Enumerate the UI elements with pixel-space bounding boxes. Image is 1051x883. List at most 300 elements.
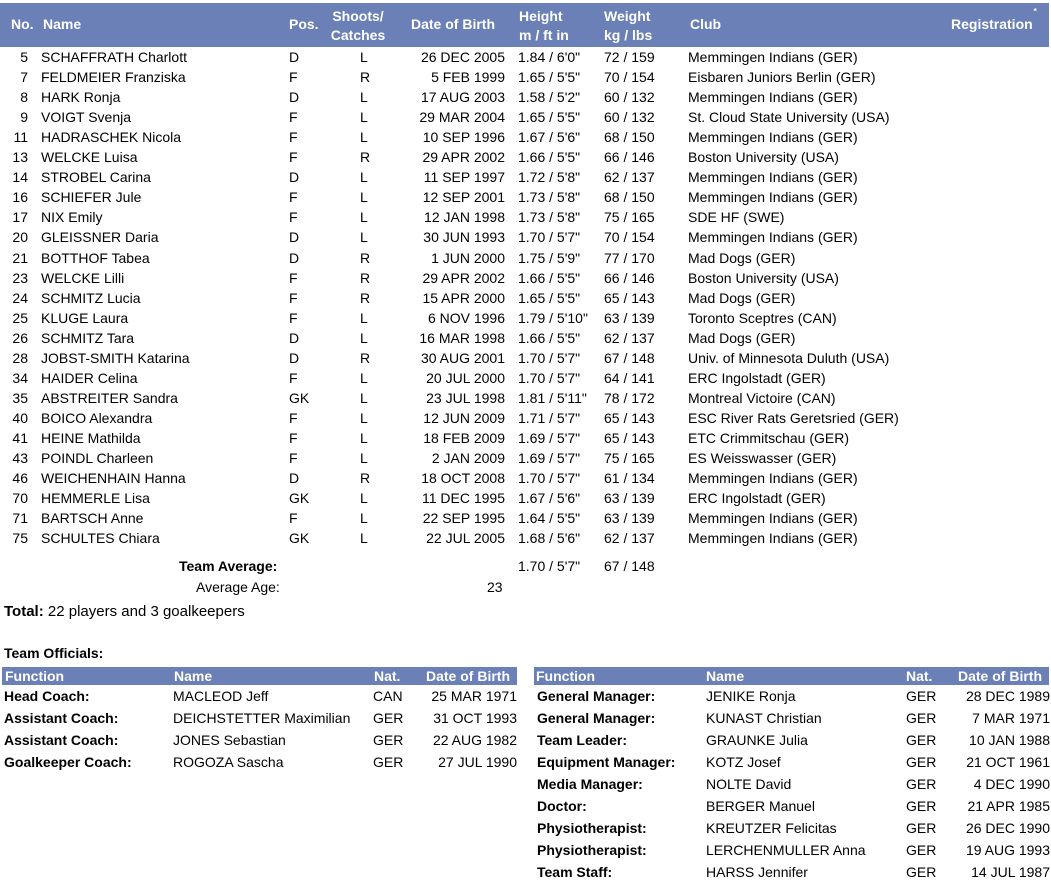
player-dob: 2 JAN 2009 <box>431 450 505 466</box>
player-club: Montreal Victoire (CAN) <box>688 389 836 406</box>
player-height: 1.66 / 5'5" <box>518 269 581 286</box>
official-right-function: Team Leader: <box>537 732 627 748</box>
player-position: D <box>289 169 300 186</box>
official-left-nationality: GER <box>373 732 404 748</box>
col-registration <box>951 7 1037 32</box>
player-shoots: L <box>360 209 368 226</box>
player-row <box>0 468 1051 488</box>
player-dob: 29 APR 2002 <box>422 269 505 286</box>
player-number: 26 <box>12 329 28 346</box>
official-right-nationality: GER <box>906 798 937 814</box>
official-right-name: KOTZ Josef <box>706 754 781 770</box>
player-row <box>0 448 1051 468</box>
player-name: HEINE Mathilda <box>41 429 141 446</box>
official-right-row <box>534 839 1050 861</box>
official-right-nationality: GER <box>906 820 937 836</box>
official-right-name: NOLTE David <box>706 776 792 792</box>
player-height: 1.67 / 5'6" <box>518 129 581 146</box>
player-row <box>0 87 1051 107</box>
col-height-line2: m / ft in <box>519 27 569 43</box>
player-height: 1.65 / 5'5" <box>518 289 581 306</box>
player-number: 28 <box>12 349 28 366</box>
player-weight: 63 / 139 <box>604 309 655 326</box>
player-height: 1.73 / 5'8" <box>518 189 581 206</box>
official-right-function: General Manager: <box>537 688 656 704</box>
total-label: Total: <box>4 603 44 620</box>
player-shoots: R <box>360 249 371 266</box>
officials-left-col-nat: Nat. <box>374 668 401 684</box>
player-number: 20 <box>12 229 28 246</box>
official-right-name: HARSS Jennifer <box>706 864 808 880</box>
team-average-weight: 67 / 148 <box>604 558 655 574</box>
player-height: 1.65 / 5'5" <box>518 109 581 126</box>
player-dob: 23 JUL 1998 <box>426 389 505 406</box>
player-club: Memmingen Indians (GER) <box>688 89 858 106</box>
official-right-dob: 14 JUL 1987 <box>971 864 1050 880</box>
official-right-dob: 7 MAR 1971 <box>972 710 1050 726</box>
col-weight-line1: Weight <box>604 8 651 24</box>
player-number: 75 <box>12 530 28 547</box>
player-height: 1.68 / 5'6" <box>518 530 581 547</box>
player-number: 21 <box>12 249 28 266</box>
player-height: 1.70 / 5'7" <box>518 369 581 386</box>
player-row <box>0 488 1051 508</box>
col-registration-label: Registration <box>951 16 1033 32</box>
player-shoots: L <box>360 490 368 507</box>
player-shoots: R <box>360 269 371 286</box>
player-row <box>0 47 1051 67</box>
official-left-function: Head Coach: <box>4 688 90 704</box>
registration-footnote-mark: * <box>1033 7 1037 16</box>
official-right-nationality: GER <box>906 864 937 880</box>
player-name: FELDMEIER Franziska <box>41 69 186 86</box>
player-name: SCHAFFRATH Charlott <box>41 49 187 65</box>
player-number: 40 <box>12 409 28 426</box>
player-height: 1.81 / 5'11" <box>518 389 587 406</box>
player-position: F <box>289 369 298 386</box>
player-club: ERC Ingolstadt (GER) <box>688 369 826 386</box>
official-right-row <box>534 751 1050 773</box>
player-position: F <box>289 149 298 166</box>
player-height: 1.70 / 5'7" <box>518 229 581 246</box>
player-row <box>0 288 1051 308</box>
player-weight: 68 / 150 <box>604 189 655 206</box>
officials-right-col-function: Function <box>536 668 596 684</box>
player-height: 1.66 / 5'5" <box>518 329 581 346</box>
player-weight: 70 / 154 <box>604 69 655 86</box>
officials-left-col-function: Function <box>5 668 65 684</box>
official-right-name: KREUTZER Felicitas <box>706 820 837 836</box>
official-right-dob: 26 DEC 1990 <box>965 820 1050 836</box>
official-left-dob: 27 JUL 1990 <box>438 754 517 770</box>
player-row <box>0 107 1051 127</box>
player-shoots: L <box>360 109 368 126</box>
player-shoots: L <box>360 89 368 106</box>
player-row <box>0 268 1051 288</box>
player-shoots: L <box>360 409 368 426</box>
player-weight: 62 / 137 <box>604 530 655 547</box>
player-club: Memmingen Indians (GER) <box>688 169 858 186</box>
officials-right-col-dob: Date of Birth <box>958 668 1042 684</box>
officials-right-header <box>534 667 1049 685</box>
player-shoots: R <box>360 349 371 366</box>
player-club: Mad Dogs (GER) <box>688 249 796 266</box>
player-position: GK <box>289 389 310 406</box>
col-weight-line2: kg / lbs <box>604 27 653 43</box>
official-right-name: BERGER Manuel <box>706 798 815 814</box>
official-left-row <box>1 685 517 707</box>
player-name: NIX Emily <box>41 209 103 226</box>
player-weight: 66 / 146 <box>604 149 655 166</box>
player-position: D <box>289 470 300 487</box>
player-weight: 77 / 170 <box>604 249 655 266</box>
official-right-dob: 21 APR 1985 <box>967 798 1050 814</box>
player-row <box>0 528 1051 548</box>
player-dob: 5 FEB 1999 <box>431 69 505 86</box>
player-name: WELCKE Luisa <box>41 149 138 166</box>
player-position: F <box>289 189 298 206</box>
total-summary <box>4 603 245 620</box>
player-position: D <box>289 49 300 65</box>
player-number: 7 <box>20 69 28 86</box>
player-row <box>0 368 1051 388</box>
player-name: BARTSCH Anne <box>41 510 144 527</box>
official-right-function: Doctor: <box>537 798 587 814</box>
official-right-nationality: GER <box>906 842 937 858</box>
player-name: WEICHENHAIN Hanna <box>41 470 186 487</box>
player-shoots: L <box>360 49 368 65</box>
col-shoots <box>328 7 388 45</box>
player-name: HEMMERLE Lisa <box>41 490 150 507</box>
player-club: Memmingen Indians (GER) <box>688 229 858 246</box>
col-height-line1: Height <box>519 8 563 24</box>
player-name: BOICO Alexandra <box>41 409 153 426</box>
player-position: D <box>289 349 300 366</box>
officials-left-col-dob: Date of Birth <box>426 668 510 684</box>
player-number: 46 <box>12 470 28 487</box>
player-name: SCHMITZ Tara <box>41 329 135 346</box>
player-dob: 15 APR 2000 <box>422 289 505 306</box>
player-club: ERC Ingolstadt (GER) <box>688 490 826 507</box>
player-weight: 63 / 139 <box>604 490 655 507</box>
player-height: 1.84 / 6'0" <box>518 49 581 65</box>
player-row <box>0 227 1051 247</box>
official-right-dob: 21 OCT 1961 <box>966 754 1050 770</box>
official-right-nationality: GER <box>906 776 937 792</box>
official-right-nationality: GER <box>906 732 937 748</box>
team-officials-title: Team Officials: <box>4 645 104 661</box>
player-dob: 29 APR 2002 <box>422 149 505 166</box>
player-club: Toronto Sceptres (CAN) <box>688 309 837 326</box>
col-shoots-line2: Catches <box>330 27 386 43</box>
player-name: ABSTREITER Sandra <box>41 389 178 406</box>
player-club: SDE HF (SWE) <box>688 209 785 226</box>
player-name: KLUGE Laura <box>41 309 129 326</box>
player-weight: 72 / 159 <box>604 49 655 65</box>
official-right-row <box>534 729 1050 751</box>
player-number: 8 <box>20 89 28 106</box>
player-row <box>0 388 1051 408</box>
player-position: D <box>289 249 300 266</box>
player-dob: 16 MAR 1998 <box>419 329 505 346</box>
official-left-function: Assistant Coach: <box>4 732 119 748</box>
official-right-function: General Manager: <box>537 710 656 726</box>
player-shoots: L <box>360 309 368 326</box>
player-shoots: R <box>360 69 371 86</box>
official-left-nationality: GER <box>373 754 404 770</box>
player-number: 24 <box>12 289 28 306</box>
player-dob: 26 DEC 2005 <box>420 49 505 65</box>
player-weight: 70 / 154 <box>604 229 655 246</box>
player-weight: 60 / 132 <box>604 109 655 126</box>
player-weight: 64 / 141 <box>604 369 655 386</box>
player-name: WELCKE Lilli <box>41 269 125 286</box>
player-number: 43 <box>12 450 28 466</box>
player-weight: 65 / 143 <box>604 409 655 426</box>
player-club: Boston University (USA) <box>688 149 839 166</box>
official-left-dob: 22 AUG 1982 <box>432 732 517 748</box>
player-club: Mad Dogs (GER) <box>688 289 796 306</box>
official-right-function: Physiotherapist: <box>537 820 647 836</box>
average-age-label: Average Age: <box>196 579 280 595</box>
player-shoots: L <box>360 450 368 466</box>
player-weight: 61 / 134 <box>604 470 655 487</box>
player-row <box>0 428 1051 448</box>
player-name: POINDL Charleen <box>41 450 154 466</box>
official-right-function: Equipment Manager: <box>537 754 676 770</box>
player-dob: 29 MAR 2004 <box>419 109 505 126</box>
official-right-name: GRAUNKE Julia <box>706 732 808 748</box>
player-number: 5 <box>20 49 28 65</box>
player-weight: 78 / 172 <box>604 389 655 406</box>
col-weight <box>604 7 652 45</box>
player-number: 70 <box>12 490 28 507</box>
player-position: F <box>289 109 298 126</box>
player-club: Memmingen Indians (GER) <box>688 49 858 65</box>
player-number: 16 <box>12 189 28 206</box>
player-shoots: L <box>360 510 368 527</box>
official-right-name: KUNAST Christian <box>706 710 822 726</box>
team-average-label: Team Average: <box>179 558 278 574</box>
player-height: 1.67 / 5'6" <box>518 490 581 507</box>
col-dob: Date of Birth <box>411 16 495 32</box>
official-left-name: JONES Sebastian <box>173 732 286 748</box>
official-right-function: Media Manager: <box>537 776 643 792</box>
player-weight: 68 / 150 <box>604 129 655 146</box>
player-club: Eisbaren Juniors Berlin (GER) <box>688 69 876 86</box>
official-left-nationality: CAN <box>373 688 403 704</box>
player-number: 14 <box>12 169 28 186</box>
player-name: GLEISSNER Daria <box>41 229 159 246</box>
player-weight: 67 / 148 <box>604 349 655 366</box>
player-club: Mad Dogs (GER) <box>688 329 796 346</box>
player-dob: 11 SEP 1997 <box>423 169 505 186</box>
player-position: F <box>289 450 298 466</box>
official-left-row <box>1 751 517 773</box>
player-weight: 62 / 137 <box>604 329 655 346</box>
player-weight: 65 / 143 <box>604 289 655 306</box>
player-height: 1.66 / 5'5" <box>518 149 581 166</box>
player-position: F <box>289 209 298 226</box>
player-club: Memmingen Indians (GER) <box>688 189 858 206</box>
player-number: 11 <box>13 129 28 146</box>
player-position: F <box>289 129 298 146</box>
player-dob: 11 DEC 1995 <box>421 490 505 507</box>
player-name: HADRASCHEK Nicola <box>41 129 182 146</box>
player-number: 13 <box>12 149 28 166</box>
official-left-name: ROGOZA Sascha <box>173 754 284 770</box>
player-club: Univ. of Minnesota Duluth (USA) <box>688 349 890 366</box>
official-right-dob: 28 DEC 1989 <box>965 688 1050 704</box>
player-number: 34 <box>12 369 28 386</box>
player-weight: 75 / 165 <box>604 209 655 226</box>
player-dob: 18 OCT 2008 <box>421 470 505 487</box>
player-shoots: R <box>360 470 371 487</box>
player-weight: 66 / 146 <box>604 269 655 286</box>
player-row <box>0 67 1051 87</box>
player-dob: 22 SEP 1995 <box>422 510 505 527</box>
official-right-function: Team Staff: <box>537 864 613 880</box>
player-shoots: L <box>360 530 368 547</box>
player-weight: 62 / 137 <box>604 169 655 186</box>
player-name: HAIDER Celina <box>41 369 138 386</box>
player-position: D <box>289 89 300 106</box>
player-club: ES Weisswasser (GER) <box>688 450 837 466</box>
player-shoots: L <box>360 389 368 406</box>
player-name: BOTTHOF Tabea <box>41 249 150 266</box>
player-row <box>0 408 1051 428</box>
official-left-name: DEICHSTETTER Maximilian <box>173 710 351 726</box>
col-shoots-line1: Shoots/ <box>332 8 384 24</box>
player-name: SCHIEFER Jule <box>41 189 142 206</box>
player-name: STROBEL Carina <box>41 169 151 186</box>
player-number: 23 <box>12 269 28 286</box>
player-position: F <box>289 69 298 86</box>
total-text: 22 players and 3 goalkeepers <box>47 603 245 620</box>
official-right-function: Physiotherapist: <box>537 842 647 858</box>
official-right-nationality: GER <box>906 688 937 704</box>
official-left-function: Goalkeeper Coach: <box>4 754 132 770</box>
official-right-dob: 19 AUG 1993 <box>965 842 1050 858</box>
official-right-row <box>534 817 1050 839</box>
player-position: D <box>289 229 300 246</box>
player-dob: 1 JUN 2000 <box>431 249 505 266</box>
player-position: GK <box>289 530 310 547</box>
player-position: F <box>289 510 298 527</box>
player-name: JOBST-SMITH Katarina <box>41 349 190 366</box>
official-left-nationality: GER <box>373 710 404 726</box>
official-right-row <box>534 707 1050 729</box>
player-number: 9 <box>20 109 28 126</box>
official-right-row <box>534 773 1050 795</box>
player-position: GK <box>289 490 310 507</box>
player-dob: 20 JUL 2000 <box>426 369 505 386</box>
officials-left-header <box>2 667 517 685</box>
player-dob: 30 JUN 1993 <box>423 229 505 246</box>
average-age-value: 23 <box>487 579 503 595</box>
player-name: SCHMITZ Lucia <box>41 289 141 306</box>
player-shoots: R <box>360 289 371 306</box>
player-row <box>0 328 1051 348</box>
player-row <box>0 308 1051 328</box>
player-club: ESC River Rats Geretsried (GER) <box>688 409 899 426</box>
player-weight: 75 / 165 <box>604 450 655 466</box>
player-dob: 10 SEP 1996 <box>422 129 505 146</box>
player-club: St. Cloud State University (USA) <box>688 109 890 126</box>
player-height: 1.79 / 5'10" <box>518 309 588 326</box>
player-row <box>0 127 1051 147</box>
player-shoots: L <box>360 169 368 186</box>
official-left-name: MACLEOD Jeff <box>173 688 269 704</box>
col-name: Name <box>43 16 82 32</box>
official-right-dob: 10 JAN 1988 <box>969 732 1050 748</box>
official-right-row <box>534 685 1050 707</box>
player-dob: 12 JUN 2009 <box>423 409 505 426</box>
player-position: D <box>289 329 300 346</box>
player-number: 41 <box>12 429 28 446</box>
player-shoots: L <box>360 369 368 386</box>
official-right-name: LERCHENMULLER Anna <box>706 842 866 858</box>
player-dob: 17 AUG 2003 <box>420 89 505 106</box>
player-position: F <box>289 289 298 306</box>
player-row <box>0 207 1051 227</box>
player-number: 71 <box>12 510 28 527</box>
officials-right-col-nat: Nat. <box>906 668 933 684</box>
player-name: HARK Ronja <box>41 89 121 106</box>
player-height: 1.64 / 5'5" <box>518 510 581 527</box>
player-club: Memmingen Indians (GER) <box>688 510 858 527</box>
player-club: Memmingen Indians (GER) <box>688 129 858 146</box>
player-number: 17 <box>12 209 28 226</box>
player-dob: 12 JAN 1998 <box>424 209 505 226</box>
player-height: 1.65 / 5'5" <box>518 69 581 86</box>
player-shoots: R <box>360 149 371 166</box>
player-row <box>0 187 1051 207</box>
player-club: Memmingen Indians (GER) <box>688 470 858 487</box>
col-no: No. <box>11 16 34 32</box>
player-number: 35 <box>12 389 28 406</box>
player-number: 25 <box>12 309 28 326</box>
player-height: 1.75 / 5'9" <box>518 249 581 266</box>
player-position: F <box>289 309 298 326</box>
player-row <box>0 167 1051 187</box>
player-height: 1.69 / 5'7" <box>518 450 581 466</box>
player-shoots: L <box>360 429 368 446</box>
official-left-row <box>1 707 517 729</box>
officials-right-col-name: Name <box>706 668 745 684</box>
player-club: Memmingen Indians (GER) <box>688 530 858 547</box>
player-position: F <box>289 269 298 286</box>
player-height: 1.73 / 5'8" <box>518 209 581 226</box>
player-position: F <box>289 429 298 446</box>
player-dob: 6 NOV 1996 <box>427 309 505 326</box>
player-height: 1.58 / 5'2" <box>518 89 581 106</box>
player-shoots: L <box>360 129 368 146</box>
official-right-row <box>534 795 1050 817</box>
official-right-nationality: GER <box>906 754 937 770</box>
roster-header <box>0 3 1049 47</box>
official-right-dob: 4 DEC 1990 <box>973 776 1050 792</box>
player-weight: 65 / 143 <box>604 429 655 446</box>
player-club: ETC Crimmitschau (GER) <box>688 429 850 446</box>
col-pos: Pos. <box>289 16 319 32</box>
player-dob: 12 SEP 2001 <box>422 189 505 206</box>
player-height: 1.71 / 5'7" <box>518 409 581 426</box>
player-name: SCHULTES Chiara <box>41 530 160 547</box>
team-average-height: 1.70 / 5'7" <box>518 558 581 574</box>
player-height: 1.72 / 5'8" <box>518 169 581 186</box>
player-row <box>0 508 1051 528</box>
